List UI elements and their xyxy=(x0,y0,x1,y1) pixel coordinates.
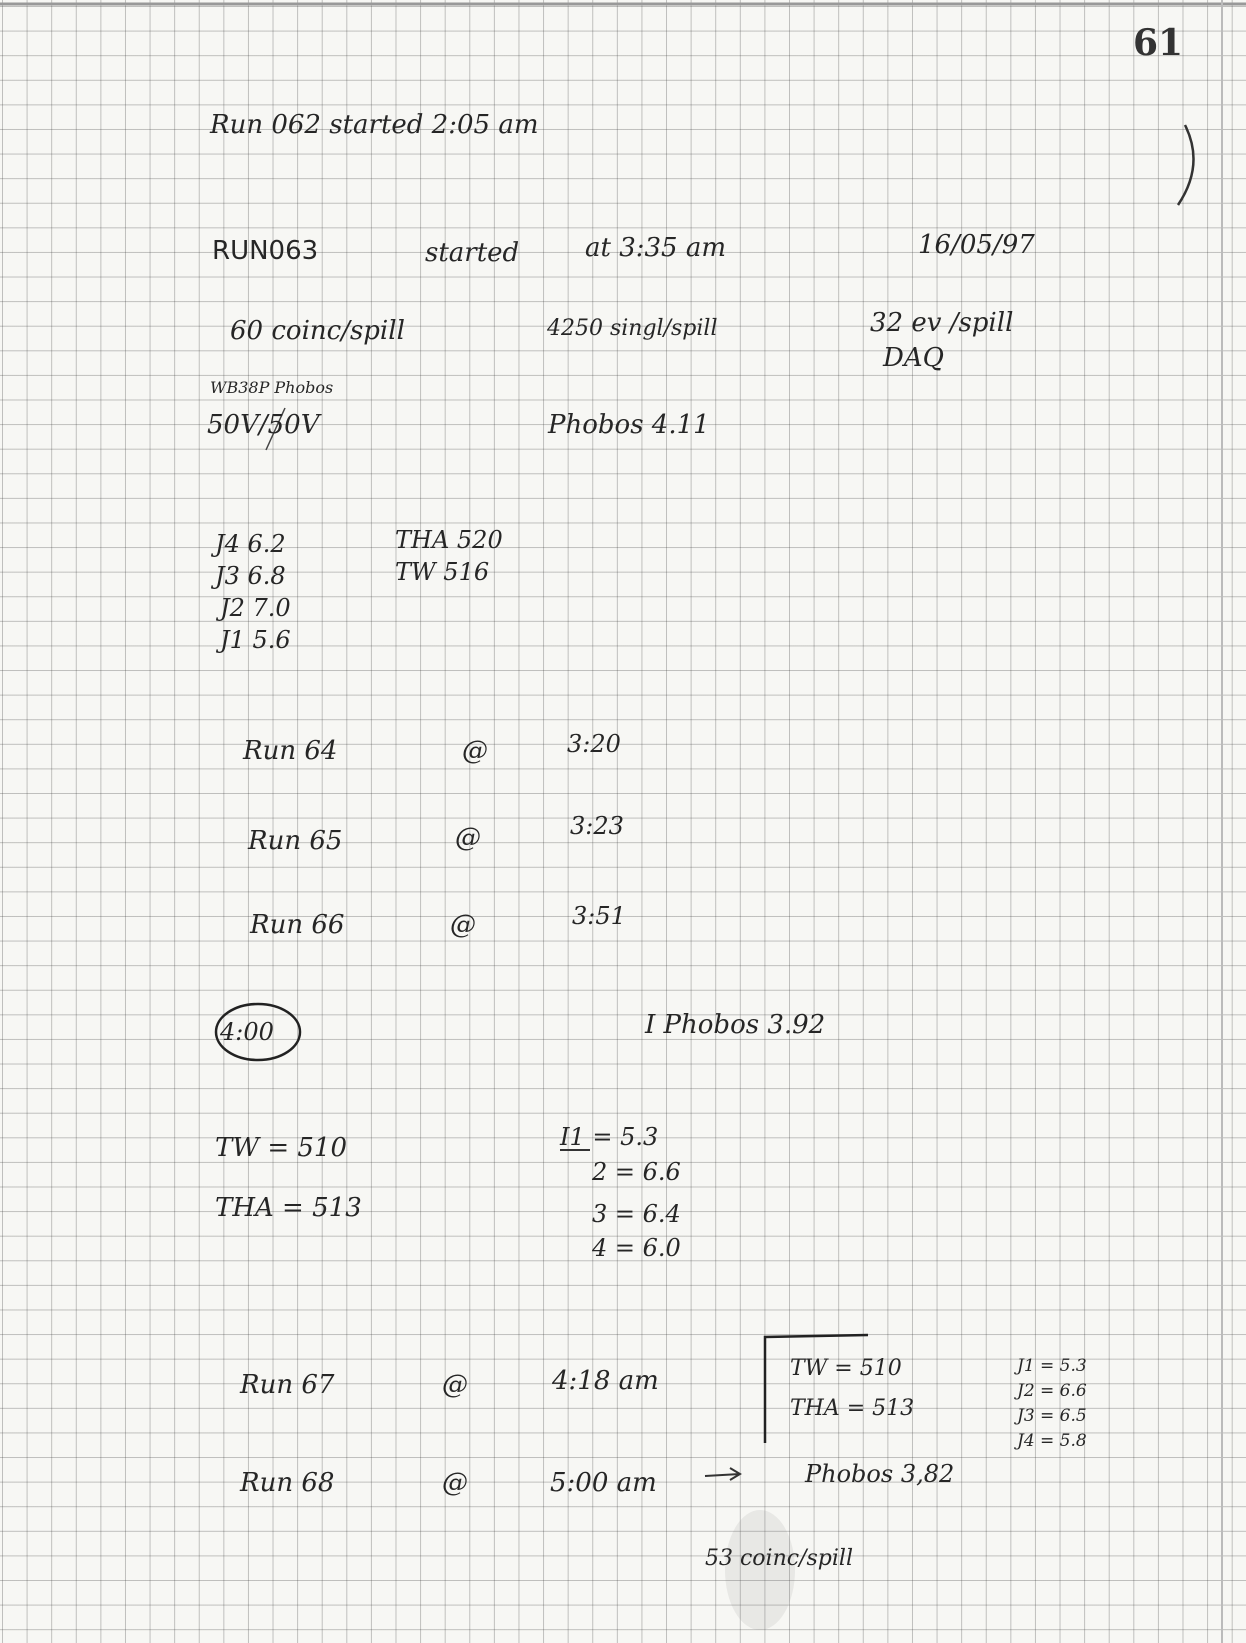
singles-rate: 4250 singl/spill xyxy=(547,316,718,341)
run-68-at: @ xyxy=(442,1468,468,1498)
run-67-label: Run 67 xyxy=(240,1370,335,1400)
current-i4: 4 = 6.0 xyxy=(592,1234,681,1262)
temp-tw-1: TW 516 xyxy=(395,558,490,586)
run-66-label: Run 66 xyxy=(250,910,345,940)
box-temp-tw: TW = 510 xyxy=(790,1356,902,1381)
run-64-at: @ xyxy=(462,736,488,766)
current-j3-final: J3 = 6.5 xyxy=(1017,1406,1087,1426)
temp-tw-2: TW = 510 xyxy=(215,1133,348,1163)
run-063-date: 16/05/97 xyxy=(918,230,1035,260)
run-66-time: 3:51 xyxy=(572,902,626,930)
box-temp-tha: THA = 513 xyxy=(790,1396,915,1421)
current-j1: J1 5.6 xyxy=(220,626,291,654)
current-j4: J4 6.2 xyxy=(215,530,286,558)
phobos-reading-1: Phobos 4.11 xyxy=(548,410,710,440)
events-rate: 32 ev /spill xyxy=(870,308,1014,338)
current-j3: J3 6.8 xyxy=(215,562,286,590)
run-68-label: Run 68 xyxy=(240,1468,335,1498)
coinc-rate-final: 53 coinc/spill xyxy=(705,1546,853,1571)
run-65-at: @ xyxy=(455,823,481,853)
daq-label: DAQ xyxy=(883,343,944,373)
current-j4-final: J4 = 5.8 xyxy=(1017,1431,1087,1451)
temp-tha-2: THA = 513 xyxy=(215,1193,362,1223)
run-67-time: 4:18 am xyxy=(552,1366,659,1396)
checkpoint-time: 4:00 xyxy=(220,1018,274,1046)
current-j1-final: J1 = 5.3 xyxy=(1017,1356,1087,1376)
run-062-entry: Run 062 started 2:05 am xyxy=(210,110,539,140)
hv-values: 50V/50V xyxy=(207,410,320,440)
run-67-at: @ xyxy=(442,1370,468,1400)
current-i3: 3 = 6.4 xyxy=(592,1200,681,1228)
temp-tha-1: THA 520 xyxy=(395,526,503,554)
current-i1: I1 = 5.3 xyxy=(560,1123,659,1151)
run-65-time: 3:23 xyxy=(570,812,624,840)
current-j2-final: J2 = 6.6 xyxy=(1017,1381,1087,1401)
run-64-label: Run 64 xyxy=(243,736,338,766)
run-063-time: at 3:35 am xyxy=(585,233,727,263)
run-063-label: RUN063 xyxy=(212,236,319,266)
run-64-time: 3:20 xyxy=(567,730,621,758)
hv-labels: WB38P Phobos xyxy=(210,378,334,397)
coinc-rate: 60 coinc/spill xyxy=(230,316,405,346)
run-68-time: 5:00 am xyxy=(550,1468,657,1498)
run-65-label: Run 65 xyxy=(248,826,343,856)
current-j2: J2 7.0 xyxy=(220,594,291,622)
run-66-at: @ xyxy=(450,910,476,940)
run-063-started: started xyxy=(425,238,520,268)
phobos-reading-3: Phobos 3,82 xyxy=(805,1460,955,1488)
current-i2: 2 = 6.6 xyxy=(592,1158,681,1186)
phobos-reading-2: I Phobos 3.92 xyxy=(645,1010,826,1040)
page-number: 61 xyxy=(1133,22,1184,64)
